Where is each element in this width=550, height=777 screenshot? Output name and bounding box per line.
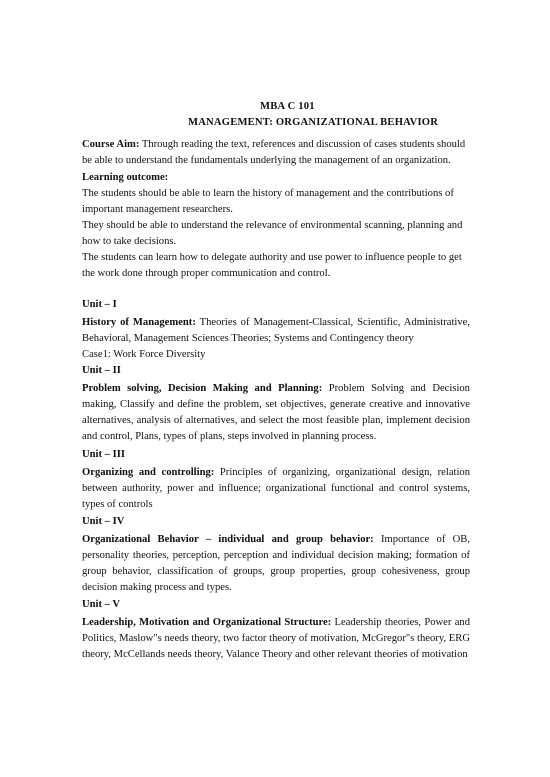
unit-3-topic: Organizing and controlling: bbox=[82, 467, 215, 478]
course-aim-text: Through reading the text, references and discussion of cases students should be able to understand the fundamentals underlying the management of an organization. bbox=[82, 139, 466, 166]
unit-1-case: Case1: Work Force Diversity bbox=[82, 349, 206, 360]
course-aim-label: Course Aim: bbox=[82, 139, 140, 150]
unit-1-body bbox=[82, 315, 470, 347]
unit-5-heading: Unit – V bbox=[82, 599, 121, 610]
unit-4-heading: Unit – IV bbox=[82, 516, 125, 527]
unit-5-text: Leadership theories, Power and Politics, Maslow"s needs theory, two factor theory of motivation, McGregor"s theory, ERG theory, McCellands needs theory, Valance Theory and other relevant theories of motivation bbox=[82, 617, 470, 660]
unit-3-heading: Unit – III bbox=[82, 449, 125, 460]
unit-4-topic: Organizational Behavior – individual and group behavior: bbox=[82, 534, 374, 545]
unit-2-topic: Problem solving, Decision Making and Planning: bbox=[82, 383, 323, 394]
unit-5-topic: Leadership, Motivation and Organizational Structure: bbox=[82, 617, 332, 628]
learning-outcome-item-1: The students should be able to learn the history of management and the contributions of important management researchers. bbox=[82, 188, 454, 215]
unit-4-body bbox=[82, 532, 470, 596]
course-code: MBA C 101 bbox=[260, 101, 315, 112]
unit-1-heading: Unit – I bbox=[82, 299, 117, 310]
unit-2-body bbox=[82, 381, 470, 445]
course-aim bbox=[82, 137, 470, 169]
unit-4-text: Importance of OB, personality theories, perception, perception and individual decision making; formation of group behavior, classification of groups, group properties, group cohesiveness, group decision making process and types. bbox=[82, 534, 470, 593]
learning-outcome-item-2: They should be able to understand the relevance of environmental scanning, planning and how to take decisions. bbox=[82, 220, 463, 247]
unit-5-body bbox=[82, 615, 470, 663]
unit-2-heading: Unit – II bbox=[82, 365, 121, 376]
unit-3-body bbox=[82, 465, 470, 513]
unit-3-text: Principles of organizing, organizational design, relation between authority, power and influence; organizational functional and control systems, types of controls bbox=[82, 467, 470, 510]
learning-outcome-heading: Learning outcome: bbox=[82, 172, 169, 183]
unit-1-text: Theories of Management-Classical, Scientific, Administrative, Behavioral, Management Sciences Theories; Systems and Contingency theory bbox=[82, 317, 470, 344]
learning-outcome-item-3: The students can learn how to delegate authority and use power to influence people to get the work done through proper communication and control. bbox=[82, 252, 462, 279]
course-title: MANAGEMENT: ORGANIZATIONAL BEHAVIOR bbox=[188, 117, 439, 128]
unit-1-topic: History of Management: bbox=[82, 317, 196, 328]
unit-2-text: Problem Solving and Decision making, Classify and define the problem, set objectives, generate creative and innovative alternatives, analysis of alternatives, and select the most feasible plan, implement decision and control, Plans, types of plans, steps involved in planning process. bbox=[82, 383, 470, 442]
